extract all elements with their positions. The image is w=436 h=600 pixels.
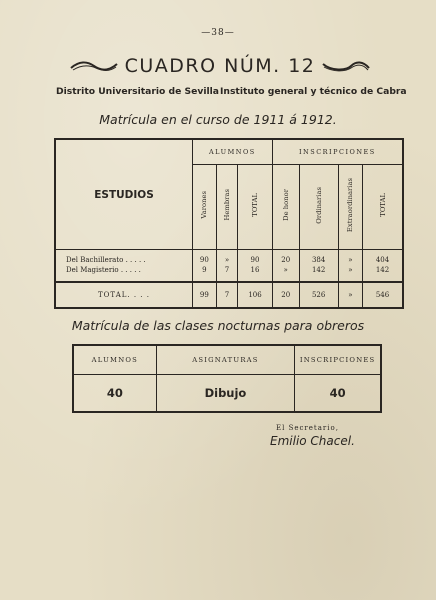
total-label: TOTAL. . . . [55,282,193,308]
table-cell: 106 [238,282,272,308]
institute-heading: Instituto general y técnico de Cabra [220,86,407,97]
column-header: Ordinarias [299,165,338,250]
night-classes-table [72,344,382,413]
column-header: ASIGNATURAS [156,345,295,375]
students-group-header: ALUMNOS [193,139,273,165]
table-cell: 526 [299,282,338,308]
enrollment-table [54,138,404,309]
signature: Emilio Chacel. [270,434,355,448]
page-title: CUADRO NÚM. 12 [124,55,316,77]
page-number: —38— [201,28,235,38]
enrollment-subtitle: Matrícula en el curso de 1911 á 1912. [99,112,337,127]
total-row [55,282,403,308]
column-header: TOTAL [363,165,403,250]
table-cell: 20 [272,282,299,308]
table-cell: 40 [73,375,156,413]
table-cell: 546 [363,282,403,308]
right-swirl-ornament [321,59,371,73]
column-header: TOTAL [238,165,272,250]
table-cell: 40 [295,375,381,413]
left-swirl-ornament [69,59,119,73]
column-header: Varones [193,165,217,250]
column-header: INSCRIPCIONES [295,345,381,375]
district-heading: Distrito Universitario de Sevilla [56,86,220,97]
table-row: Del Bachillerato . . . . . Del Magisterio . . . . . 90 9 » 7 90 16 20 » 384 142 » » 404 142 [55,250,403,283]
studies-header: ESTUDIOS [55,139,193,250]
table-cell: 7 [216,282,238,308]
night-classes-subtitle: Matrícula de las clases nocturnas para obreros [71,318,365,333]
column-header: Extraordinarias [338,165,362,250]
table-cell: » [338,282,362,308]
title-row [60,52,380,80]
table-cell: Dibujo [156,375,295,413]
registrations-group-header: INSCRIPCIONES [272,139,403,165]
column-header: ALUMNOS [73,345,156,375]
secretary-label: El Secretario, [276,424,339,432]
row-labels: Del Bachillerato . . . . . Del Magisterio . . . . . [55,250,193,283]
column-header: De honor [272,165,299,250]
table-cell: 99 [193,282,217,308]
column-header: Hembras [216,165,238,250]
